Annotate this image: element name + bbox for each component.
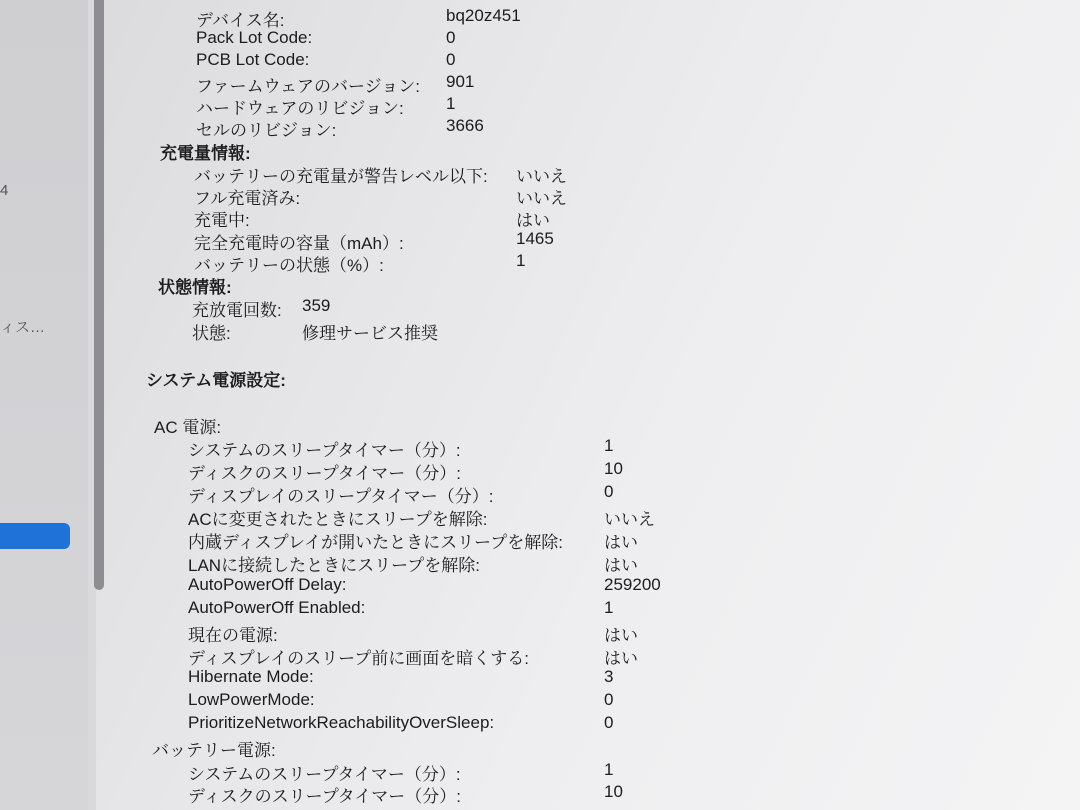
row-value: bq20z451 — [446, 6, 521, 25]
row-label: LowPowerMode: — [188, 690, 315, 709]
row-label: Hibernate Mode: — [188, 667, 314, 686]
row-value: 0 — [604, 713, 614, 732]
row-value: 10 — [604, 459, 623, 478]
row-value: 修理サービス推奨 — [302, 324, 438, 343]
kv-row — [194, 206, 550, 231]
row-label: ハードウェアのリビジョン: — [196, 99, 404, 118]
kv-row — [188, 459, 623, 484]
row-label: ディスクのスリープタイマー（分）: — [188, 787, 461, 806]
sidebar — [0, 0, 88, 810]
row-label: ディスプレイのスリープタイマー（分）: — [188, 487, 494, 506]
row-value: 0 — [446, 28, 456, 47]
row-label: ファームウェアのバージョン: — [196, 77, 421, 96]
section-heading-power: システム電源設定: — [146, 371, 286, 390]
row-label: 充電中: — [194, 211, 250, 230]
kv-row — [196, 50, 456, 70]
row-label: 完全充電時の容量（mAh）: — [194, 234, 404, 253]
row-label: ディスプレイのスリープ前に画面を暗くする: — [188, 649, 529, 668]
scrollbar-thumb[interactable] — [94, 0, 104, 590]
row-label: 現在の電源: — [188, 626, 278, 645]
row-label: 充放電回数: — [192, 301, 282, 320]
row-label: LANに接続したときにスリープを解除: — [188, 556, 480, 575]
kv-row — [188, 528, 638, 553]
section-heading-health: 状態情報: — [158, 278, 232, 297]
row-value: 0 — [604, 690, 614, 709]
kv-row — [192, 296, 331, 321]
kv-row — [188, 575, 661, 595]
row-value: 1 — [604, 598, 614, 617]
kv-row — [188, 482, 614, 507]
row-label: AutoPowerOff Delay: — [188, 575, 347, 594]
kv-row — [188, 690, 614, 710]
row-label: PrioritizeNetworkReachabilityOverSleep: — [188, 713, 495, 732]
section-heading-charge: 充電量情報: — [160, 144, 251, 163]
row-value: 359 — [302, 296, 331, 315]
row-label: デバイス名: — [196, 11, 285, 30]
system-report-content — [110, 0, 1070, 810]
row-value: 1465 — [516, 229, 554, 248]
row-label: ディスクのスリープタイマー（分）: — [188, 464, 461, 483]
kv-row — [188, 713, 614, 733]
row-label: システムのスリープタイマー（分）: — [188, 441, 461, 460]
row-label: Pack Lot Code: — [196, 28, 313, 47]
row-value: 10 — [604, 782, 623, 801]
row-value: 0 — [604, 482, 614, 501]
row-value: 3666 — [446, 116, 484, 135]
kv-row — [196, 116, 484, 141]
row-value: はい — [604, 533, 638, 552]
kv-row — [196, 28, 456, 48]
row-label: セルのリビジョン: — [196, 121, 337, 140]
kv-row — [188, 551, 638, 576]
sidebar-fragment-mid[interactable]: ィス… — [0, 319, 46, 336]
kv-row — [188, 621, 638, 646]
row-value: いいえ — [516, 167, 567, 186]
row-value: はい — [604, 556, 638, 575]
sidebar-fragment-top: 4 — [0, 182, 9, 199]
sidebar-selected-item[interactable] — [0, 523, 70, 549]
row-label: フル充電済み: — [194, 189, 301, 208]
row-value: 0 — [446, 50, 456, 69]
row-value: いいえ — [604, 510, 655, 529]
row-value: 1 — [446, 94, 456, 113]
kv-row — [188, 505, 655, 530]
row-value: はい — [516, 211, 550, 230]
row-label: AutoPowerOff Enabled: — [188, 598, 366, 617]
row-label: システムのスリープタイマー（分）: — [188, 765, 461, 784]
row-label: ACに変更されたときにスリープを解除: — [188, 510, 488, 529]
row-label: 内蔵ディスプレイが開いたときにスリープを解除: — [188, 533, 563, 552]
subsection-heading-ac: AC 電源: — [154, 418, 222, 437]
row-value: はい — [604, 626, 638, 645]
kv-row — [188, 436, 614, 461]
kv-row — [188, 782, 623, 807]
row-value: はい — [604, 649, 638, 668]
kv-row — [188, 667, 614, 687]
kv-row — [188, 644, 638, 669]
row-label: 状態: — [192, 324, 231, 343]
row-value: 1 — [516, 251, 526, 270]
subsection-heading-battery: バッテリー電源: — [152, 741, 276, 760]
row-label: バッテリーの状態（%）: — [194, 256, 384, 275]
row-value: 259200 — [604, 575, 661, 594]
row-label: バッテリーの充電量が警告レベル以下: — [194, 167, 488, 186]
row-value: 901 — [446, 72, 475, 91]
row-value: いいえ — [516, 189, 567, 208]
row-label: PCB Lot Code: — [196, 50, 310, 69]
kv-row — [188, 598, 614, 618]
row-value: 1 — [604, 436, 614, 455]
kv-row — [192, 319, 438, 344]
row-value: 1 — [604, 760, 614, 779]
row-value: 3 — [604, 667, 614, 686]
